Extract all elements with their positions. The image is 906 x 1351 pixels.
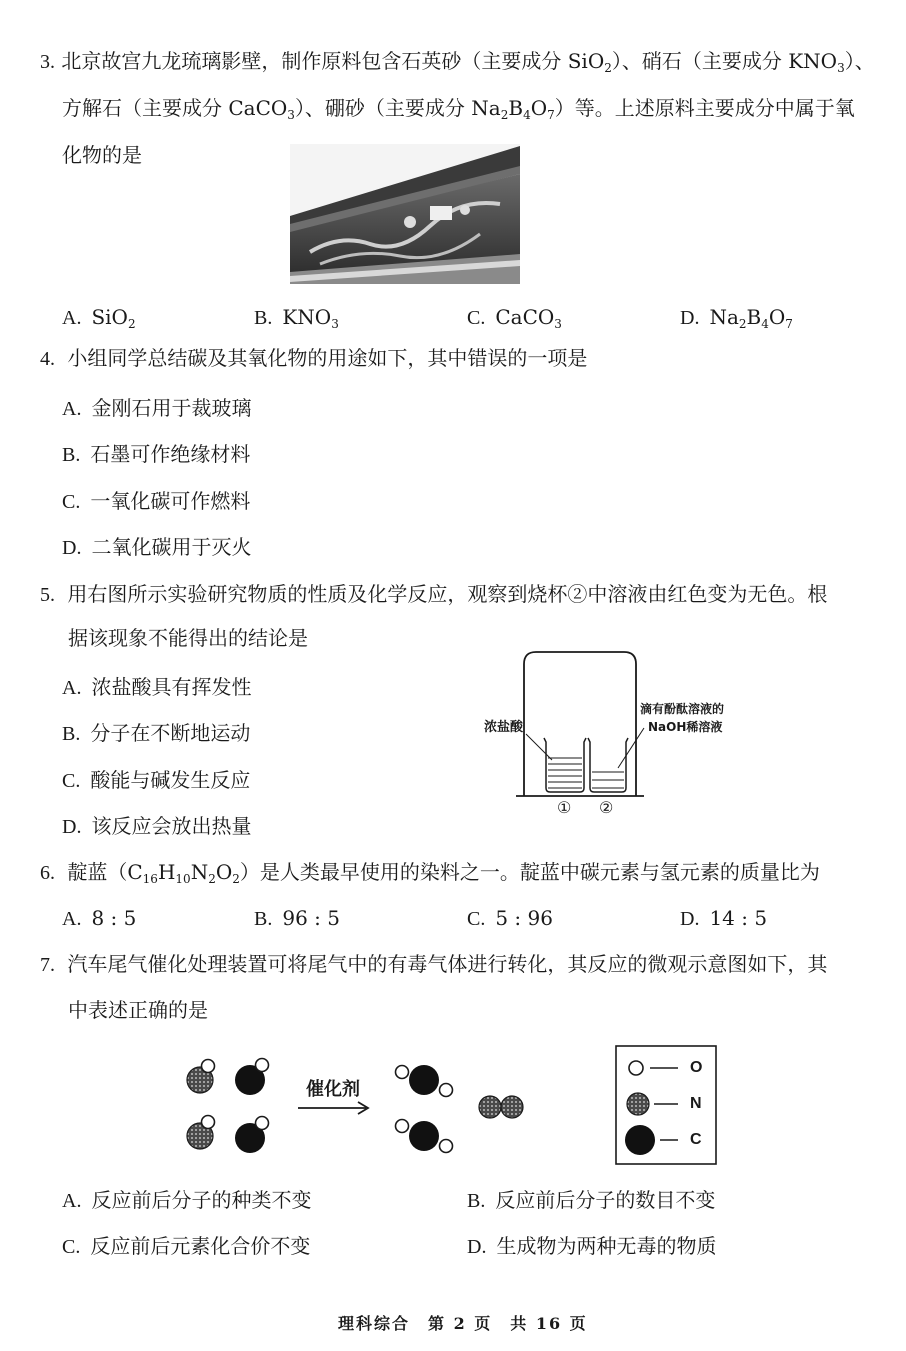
catalyst-label: 催化剂 — [306, 1079, 360, 1100]
q6-option-c[interactable]: C. 5 : 96 — [467, 906, 553, 930]
q3-option-d[interactable]: D. $Na_2B_4O_7$ — [680, 305, 793, 331]
q6-number: 6. — [40, 862, 55, 884]
q5-beaker-2-label: ② — [599, 798, 614, 817]
q4-option-b[interactable]: B. 石墨可作绝缘材料 — [62, 442, 251, 466]
q3-number: 3. — [40, 51, 55, 73]
q4-number: 4. — [40, 348, 55, 370]
carbon-atom-icon — [625, 1125, 655, 1155]
q7-line2: 中表述正确的是 — [68, 998, 208, 1022]
q3-option-c[interactable]: C. CaCO$_3$ — [467, 305, 562, 331]
co2-molecule — [396, 1120, 453, 1153]
q5-right-label-1: 滴有酚酞溶液的 — [640, 702, 725, 716]
oxygen-atom-icon — [629, 1061, 643, 1075]
nitrogen-atom-icon — [627, 1093, 649, 1115]
n2-molecule — [479, 1096, 523, 1118]
q5-number: 5. — [40, 584, 55, 606]
q6-option-d[interactable]: D. 14 : 5 — [680, 906, 768, 930]
q7-option-b[interactable]: B. 反应前后分子的数目不变 — [467, 1188, 716, 1212]
legend-symbol-n: N — [690, 1095, 702, 1112]
q5-left-label: 浓盐酸 — [484, 720, 524, 735]
q7-line1: 7. 汽车尾气催化处理装置可将尾气中的有毒气体进行转化，其反应的微观示意图如下，其 — [40, 952, 828, 976]
reaction-micro-diagram — [170, 1040, 730, 1170]
co-molecule — [235, 1117, 269, 1154]
q5-line2: 据该现象不能得出的结论是 — [68, 626, 308, 650]
q4-option-d[interactable]: D. 二氧化碳用于灭火 — [62, 535, 252, 559]
q7-number: 7. — [40, 954, 55, 976]
legend-symbol-c: C — [690, 1131, 702, 1148]
beaker-2 — [588, 738, 628, 792]
q3-line3: 化物的是 — [62, 143, 142, 167]
q3-option-a[interactable]: A. SiO$_2$ — [62, 305, 136, 331]
legend-symbol-o: O — [690, 1059, 703, 1076]
q5-beaker-1-label: ① — [557, 798, 572, 817]
no-molecule — [187, 1116, 215, 1150]
q5-right-label-2: NaOH稀溶液 — [648, 720, 723, 734]
nine-dragon-wall-photo — [290, 144, 520, 284]
bell-jar — [524, 652, 636, 796]
page-footer: 理科综合 第 2 页 共 16 页 — [338, 1314, 588, 1333]
q6-stem: 6. 靛蓝$(C_{16}H_{10}N_2O_2)$是人类最早使用的染料之一。靛蓝中碳元素与氢元素的质量比为 — [40, 860, 820, 886]
q5-option-a[interactable]: A. 浓盐酸具有挥发性 — [62, 675, 252, 699]
q5-option-c[interactable]: C. 酸能与碱发生反应 — [62, 768, 251, 792]
q5-line1: 5. 用右图所示实验研究物质的性质及化学反应，观察到烧杯②中溶液由红色变为无色。根 — [40, 582, 828, 606]
no-molecule — [187, 1060, 215, 1094]
q3-option-b[interactable]: B. $KNO_3$ — [254, 305, 339, 331]
q3-line2: 方解石（主要成分 CaCO$_3$）、硼砂（主要成分 $Na_2B_4O_7$）等。上述原料主要成分中属于氧 — [62, 96, 855, 122]
q4-stem: 4. 小组同学总结碳及其氧化物的用途如下，其中错误的一项是 — [40, 346, 588, 370]
co2-molecule — [396, 1065, 453, 1097]
q3-line1: 3. 北京故宫九龙琉璃影壁，制作原料包含石英砂（主要成分 SiO$_2$）、硝石（主要成分 $KNO_3$）、 — [40, 49, 875, 75]
q4-option-a[interactable]: A. 金刚石用于裁玻璃 — [62, 396, 252, 420]
q7-option-a[interactable]: A. 反应前后分子的种类不变 — [62, 1188, 312, 1212]
q6-option-a[interactable]: A. 8 : 5 — [62, 906, 137, 930]
q7-option-d[interactable]: D. 生成物为两种无毒的物质 — [467, 1234, 717, 1258]
q6-option-b[interactable]: B. 96 : 5 — [254, 906, 340, 930]
q4-option-c[interactable]: C. 一氧化碳可作燃料 — [62, 489, 251, 513]
q5-option-d[interactable]: D. 该反应会放出热量 — [62, 814, 252, 838]
beaker-1 — [544, 738, 586, 792]
q7-option-c[interactable]: C. 反应前后元素化合价不变 — [62, 1234, 311, 1258]
co-molecule — [235, 1059, 269, 1096]
q5-option-b[interactable]: B. 分子在不断地运动 — [62, 721, 251, 745]
